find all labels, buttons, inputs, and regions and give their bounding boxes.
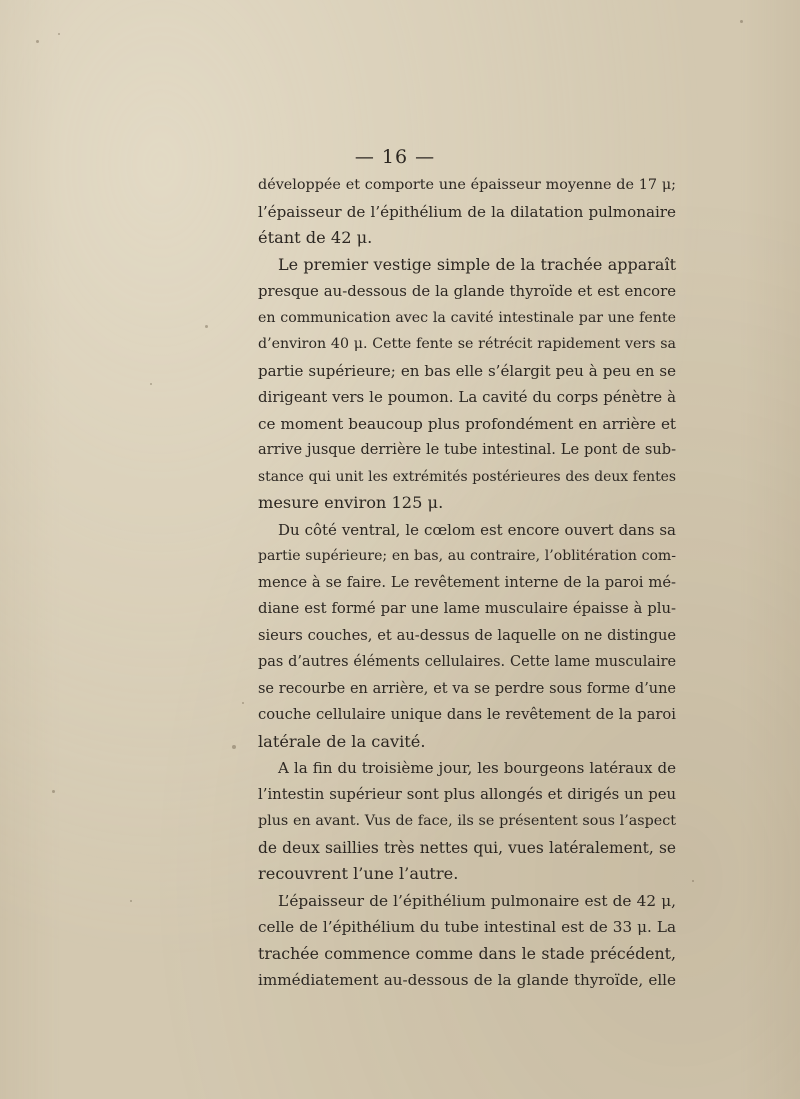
text-line: partie supérieure; en bas, au contraire, l’oblitération com- bbox=[258, 548, 676, 564]
page-number bbox=[55, 146, 800, 168]
paper-speck bbox=[58, 33, 60, 35]
paper-speck bbox=[242, 702, 244, 704]
text-line: Le premier vestige simple de la trachée apparaît bbox=[278, 254, 676, 274]
text-line: en communication avec la cavité intestinale par une fente bbox=[258, 309, 676, 326]
paper-speck bbox=[740, 20, 743, 23]
text-line: mence à se faire. Le revêtement interne de la paroi mé- bbox=[258, 573, 676, 591]
text-line: Du côté ventral, le cœlom est encore ouvert dans sa bbox=[278, 520, 676, 539]
text-line: mesure environ 125 μ. bbox=[258, 493, 444, 512]
text-line: étant de 42 μ. bbox=[258, 228, 373, 247]
text-line: développée et comporte une épaisseur moyenne de 17 μ; bbox=[258, 177, 676, 193]
text-line: presque au-dessous de la glande thyroïde et est encore bbox=[258, 282, 676, 300]
text-line: L’épaisseur de l’épithélium pulmonaire est de 42 μ, bbox=[278, 891, 676, 910]
body-text bbox=[258, 172, 676, 994]
text-line: ce moment beaucoup plus profondément en arrière et bbox=[258, 414, 676, 433]
text-line: arrive jusque derrière le tube intestinal. Le pont de sub- bbox=[258, 441, 676, 458]
text-line: recouvrent l’une l’autre. bbox=[258, 864, 459, 883]
text-line: stance qui unit les extrémités postérieures des deux fentes bbox=[258, 468, 676, 485]
text-line: d’environ 40 μ. Cette fente se rétrécit rapidement vers sa bbox=[258, 336, 676, 352]
paper-speck bbox=[150, 383, 152, 385]
text-line: latérale de la cavité. bbox=[258, 731, 426, 751]
text-line: celle de l’épithélium du tube intestinal est de 33 μ. La bbox=[258, 918, 676, 936]
paper-speck bbox=[232, 745, 236, 749]
paper-speck bbox=[130, 900, 132, 902]
text-line: l’intestin supérieur sont plus allongés et dirigés un peu bbox=[258, 785, 676, 803]
text-line: immédiatement au-dessous de la glande thyroïde, elle bbox=[258, 971, 676, 989]
text-line: plus en avant. Vus de face, ils se présentent sous l’aspect bbox=[258, 813, 676, 829]
paper-speck bbox=[52, 790, 55, 793]
text-line: se recourbe en arrière, et va se perdre sous forme d’une bbox=[258, 680, 676, 697]
text-line: diane est formé par une lame musculaire épaisse à plu- bbox=[258, 600, 676, 617]
text-line: sieurs couches, et au-dessus de laquelle on ne distingue bbox=[258, 626, 676, 644]
paper-speck bbox=[692, 880, 694, 882]
text-line: couche cellulaire unique dans le revêtement de la paroi bbox=[258, 706, 676, 723]
text-line: de deux saillies très nettes qui, vues latéralement, se bbox=[258, 838, 676, 857]
text-line: pas d’autres éléments cellulaires. Cette lame musculaire bbox=[258, 654, 676, 670]
text-line: dirigeant vers le poumon. La cavité du corps pénètre à bbox=[258, 388, 676, 406]
text-line: A la fin du troisième jour, les bourgeons latéraux de bbox=[278, 759, 676, 777]
paper-speck bbox=[205, 325, 208, 328]
page-number-text: — 16 — bbox=[354, 146, 436, 168]
text-line: l’épaisseur de l’épithélium de la dilatation pulmonaire bbox=[258, 202, 676, 221]
text-line: partie supérieure; en bas elle s’élargit peu à peu en se bbox=[258, 361, 676, 380]
text-line: trachée commence comme dans le stade précédent, bbox=[258, 943, 676, 963]
paper-speck bbox=[36, 40, 39, 43]
